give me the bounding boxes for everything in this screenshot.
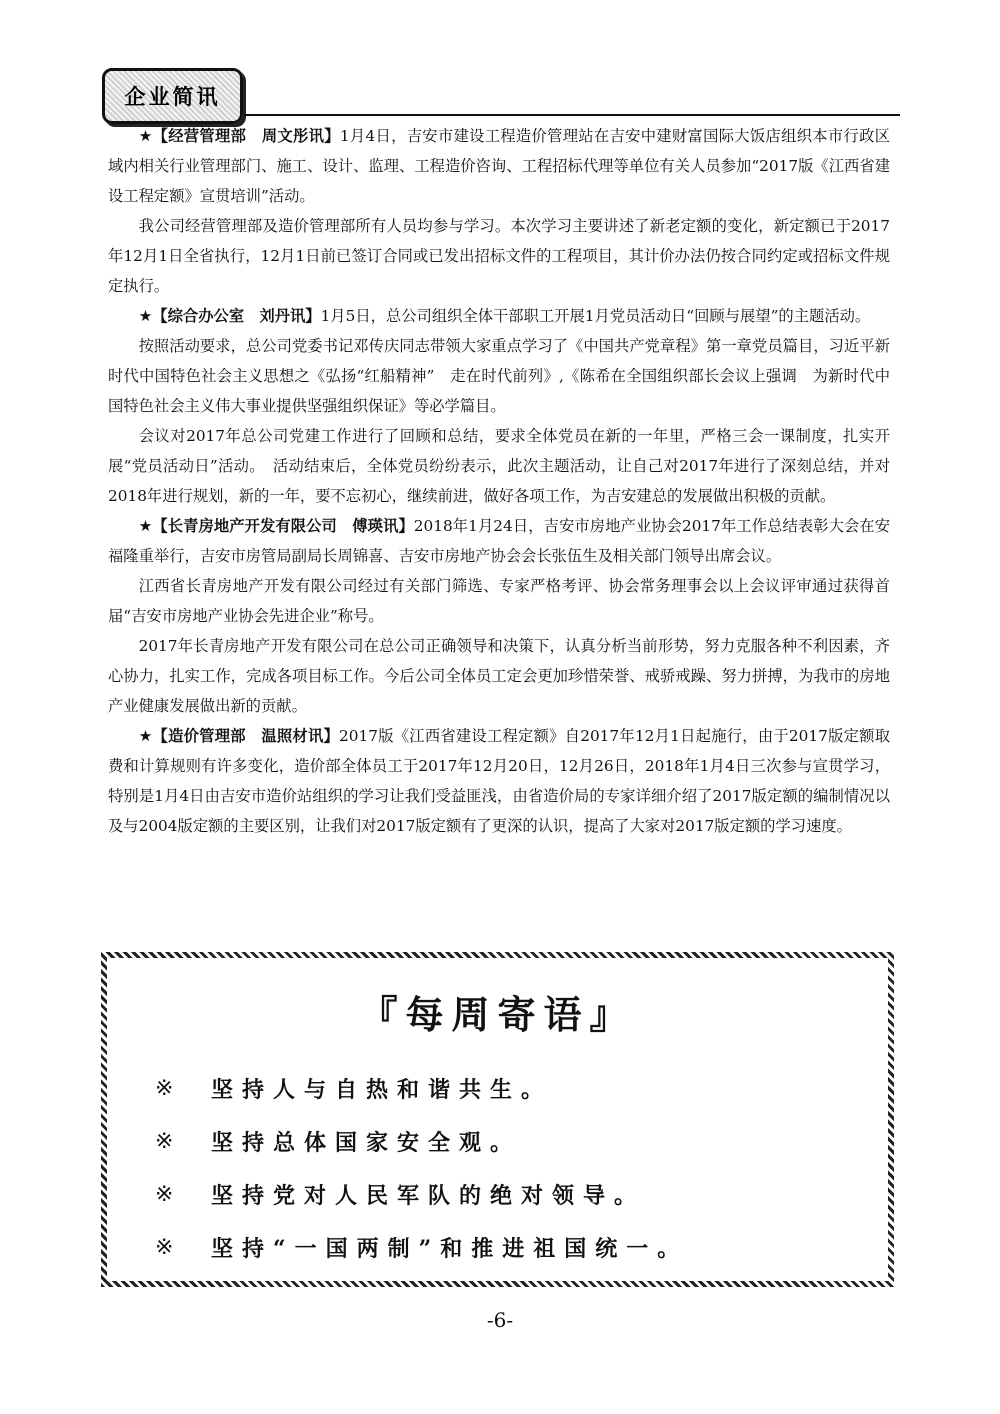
article-3-paragraph-2: 江西省长青房地产开发有限公司经过有关部门筛选、专家严格考评、协会常务理事会以上会议评审通过获得首届“吉安市房地产业协会先进企业”称号。 (108, 577, 890, 625)
quote-item (155, 1063, 688, 1113)
article-1-paragraph-1 (108, 121, 890, 211)
weekly-quote-box (101, 952, 894, 1287)
article-4-lead: ★【造价管理部 温照材讯】 (138, 727, 340, 745)
article-3-text-1: 2018年1月24日，吉安市房地产业协会2017年工作总结表彰大会在安福隆重举行，吉安市房管局副局长周锦喜、吉安市房地产协会会长张伍生及相关部门领导出席会议。 (108, 517, 891, 565)
quote-text: 坚持人与自热和谐共生。 (211, 1076, 553, 1103)
reference-mark-icon: ※ (155, 1075, 174, 1101)
quote-item (155, 1169, 688, 1219)
reference-mark-icon: ※ (155, 1128, 174, 1154)
page-number: -6- (486, 1308, 514, 1332)
article-2-paragraph-2: 按照活动要求，总公司党委书记邓传庆同志带领大家重点学习了《中国共产党章程》第一章党员篇目，习近平新时代中国特色社会主义思想之《弘扬“红船精神” 走在时代前列》,《陈希在全国组织部长会议上强调 为新时代中国特色社会主义伟大事业提供坚强组织保证》等必学篇目。 (108, 337, 890, 415)
article-3-lead: ★【长青房地产开发有限公司 傅瑛讯】 (138, 517, 414, 535)
news-articles (108, 121, 890, 841)
quote-text: 坚持“一国两制”和推进祖国统一。 (211, 1235, 689, 1262)
article-3-paragraph-1 (108, 511, 890, 571)
weekly-quote-list (155, 1063, 688, 1275)
quote-text: 坚持总体国家安全观。 (211, 1129, 522, 1156)
weekly-quote-title: 『每周寄语』 (359, 992, 636, 1037)
header-rule (244, 114, 900, 116)
quote-text: 坚持党对人民军队的绝对领导。 (211, 1182, 646, 1209)
article-4-paragraph-1 (108, 721, 890, 841)
quote-item (155, 1222, 688, 1272)
article-3-paragraph-3: 2017年长青房地产开发有限公司在总公司正确领导和决策下，认真分析当前形势，努力克服各种不利因素，齐心协力，扎实工作，完成各项目标工作。今后公司全体员工定会更加珍惜荣誉、戒骄戒躁、努力拼搏，为我市的房地产业健康发展做出新的贡献。 (108, 637, 890, 715)
section-title: 企业简讯 (124, 85, 221, 109)
section-tab (102, 68, 243, 124)
article-2-paragraph-3: 会议对2017年总公司党建工作进行了回顾和总结，要求全体党员在新的一年里，严格三会一课制度，扎实开展“党员活动日”活动。 活动结束后，全体党员纷纷表示，此次主题活动，让自己对2017年进行了深刻总结，并对2018年进行规划，新的一年，要不忘初心，继续前进，做好各项工作，为吉安建总的发展做出积极的贡献。 (108, 427, 890, 505)
article-4-text-1: 2017版《江西省建设工程定额》自2017年12月1日起施行，由于2017版定额取费和计算规则有许多变化，造价部全体员工于2017年12月20日，12月26日，2018年1月4日三次参与宣贯学习，特别是1月4日由吉安市造价站组织的学习让我们受益匪浅，由省造价局的专家详细介绍了2017版定额的编制情况以及与2004版定额的主要区别，让我们对2017版定额有了更深的认识，提高了大家对2017版定额的学习速度。 (108, 727, 890, 835)
article-2-paragraph-1 (108, 301, 890, 331)
article-2-text-1: 1月5日，总公司组织全体干部职工开展1月党员活动日“回顾与展望”的主题活动。 (320, 307, 871, 325)
section-header (98, 64, 900, 122)
article-1-text-1: 1月4日，吉安市建设工程造价管理站在吉安中建财富国际大饭店组织本市行政区域内相关行业管理部门、施工、设计、监理、工程造价咨询、工程招标代理等单位有关人员参加“2017版《江西省建设工程定额》宣贯培训”活动。 (108, 127, 891, 205)
article-1-paragraph-2: 我公司经营管理部及造价管理部所有人员均参与学习。本次学习主要讲述了新老定额的变化，新定额已于2017年12月1日全省执行，12月1日前已签订合同或已发出招标文件的工程项目，其计价办法仍按合同约定或招标文件规定执行。 (108, 217, 890, 295)
reference-mark-icon: ※ (155, 1234, 174, 1260)
article-2-lead: ★【综合办公室 刘丹讯】 (138, 307, 321, 325)
quote-item (155, 1116, 688, 1166)
article-1-lead: ★【经营管理部 周文彤讯】 (138, 127, 340, 145)
reference-mark-icon: ※ (155, 1181, 174, 1207)
